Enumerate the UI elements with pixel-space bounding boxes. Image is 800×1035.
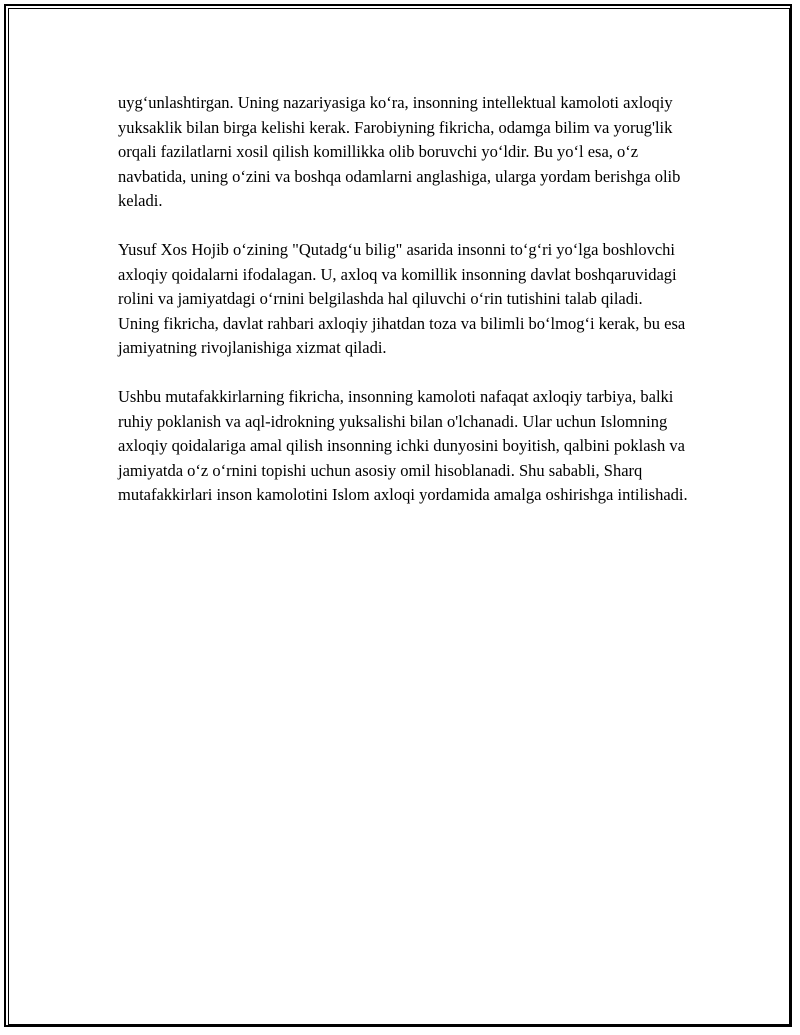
paragraph-2: Yusuf Xos Hojib o‘zining "Qutadg‘u bilig" asarida insonni to‘g‘ri yo‘lga boshlovchi axloqiy qoidalarni ifodalagan. U, axloq va komillik insonning davlat boshqaruvidagi rolini va jamiyatdagi o‘rnini belgilashda hal qiluvchi o‘rin tutishini talab qiladi. Uning fikricha, davlat rahbari axloqiy jihatdan toza va bilimli bo‘lmog‘i kerak, bu esa jamiyatning rivojlanishiga xizmat qiladi.: [118, 240, 686, 357]
paragraph-1: uyg‘unlashtirgan. Uning nazariyasiga ko‘ra, insonning intellektual kamoloti axloqiy yuksaklik bilan birga kelishi kerak. Farobiyning fikricha, odamga bilim va yorug'lik orqali fazilatlarni xosil qilish komillikka olib boruvchi yo‘ldir. Bu yo‘l esa, o‘z navbatida, uning o‘zini va boshqa odamlarni anglashiga, ularga yordam berishga olib keladi.: [118, 93, 681, 210]
document-body: [118, 91, 688, 532]
paragraph-3: Ushbu mutafakkirlarning fikricha, insonning kamoloti nafaqat axloqiy tarbiya, balki ruhiy poklanish va aql-idrokning yuksalishi bilan o'lchanadi. Ular uchun Islomning axloqiy qoidalariga amal qilish insonning ichki dunyosini boyitish, qalbini poklash va jamiyatda o‘z o‘rnini topishi uchun asosiy omil hisoblanadi. Shu sababli, Sharq mutafakkirlari inson kamolotini Islom axloqi yordamida amalga oshirishga intilishadi.: [118, 387, 688, 504]
